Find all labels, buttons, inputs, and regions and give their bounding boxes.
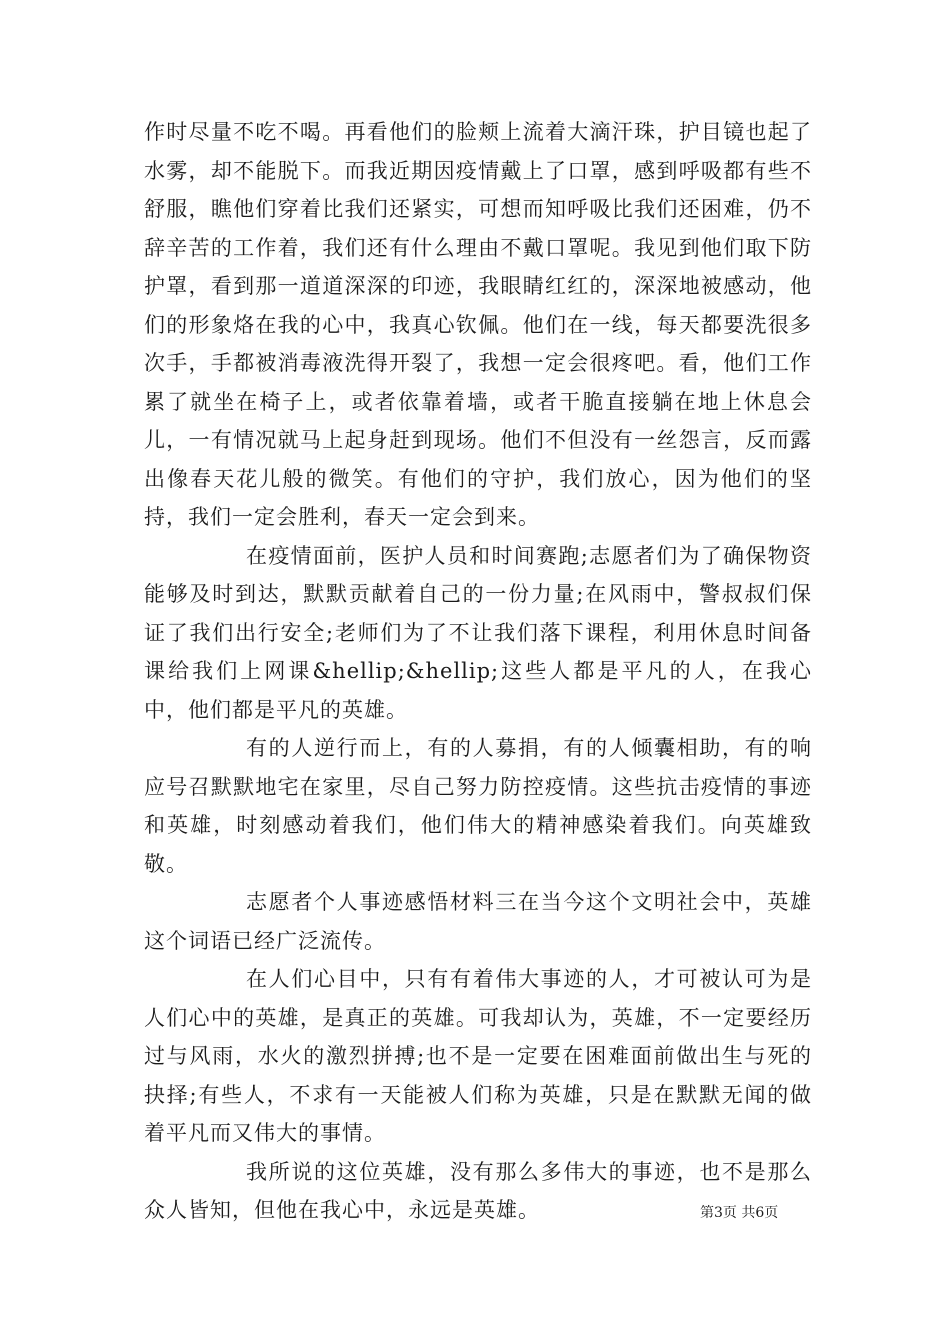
page-number-footer <box>700 1204 830 1222</box>
footer-current-page: 3 <box>714 1205 723 1221</box>
paragraph-4: 志愿者个人事迹感悟材料三在当今这个文明社会中，英雄这个词语已经广泛流传。 <box>144 890 812 953</box>
footer-total-pages: 6 <box>755 1205 765 1221</box>
paragraph-5: 在人们心目中，只有有着伟大事迹的人，才可被认可为是人们心中的英雄，是真正的英雄。可我却认为，英雄，不一定要经历过与风雨，水火的激烈拼搏;也不是一定要在困难面前做出生与死的抉择;有些人，不求有一天能被人们称为英雄，只是在默默无闻的做着平凡而又伟大的事情。 <box>144 967 812 1145</box>
footer-middle: 页 共 <box>722 1205 756 1221</box>
paragraph-6: 我所说的这位英雄，没有那么多伟大的事迹，也不是那么众人皆知，但他在我心中，永远是英雄。 <box>144 1159 812 1222</box>
paragraph-3: 有的人逆行而上，有的人募捐，有的人倾囊相助，有的响应号召默默地宅在家里，尽自己努力防控疫情。这些抗击疫情的事迹和英雄，时刻感动着我们，他们伟大的精神感染着我们。向英雄致敬。 <box>144 736 812 876</box>
paragraph-1: 作时尽量不吃不喝。再看他们的脸颊上流着大滴汗珠，护目镜也起了水雾，却不能脱下。而我近期因疫情戴上了口罩，感到呼吸都有些不舒服，瞧他们穿着比我们还紧实，可想而知呼吸比我们还困难，仍不辞辛苦的工作着，我们还有什么理由不戴口罩呢。我见到他们取下防护罩，看到那一道道深深的印迹，我眼睛红红的，深深地被感动，他们的形象烙在我的心中，我真心钦佩。他们在一线，每天都要洗很多次手，手都被消毒液洗得开裂了，我想一定会很疼吧。看，他们工作累了就坐在椅子上，或者依靠着墙，或者干脆直接躺在地上休息会儿，一有情况就马上起身赶到现场。他们不但没有一丝怨言，反而露出像春天花儿般的微笑。有他们的守护，我们放心，因为他们的坚持，我们一定会胜利，春天一定会到来。 <box>144 120 812 529</box>
paragraph-2: 在疫情面前，医护人员和时间赛跑;志愿者们为了确保物资能够及时到达，默默贡献着自己的一份力量;在风雨中，警叔叔们保证了我们出行安全;老师们为了不让我们落下课程，利用休息时间备课给我们上网课&hellip;&hellip;这些人都是平凡的人，在我心中，他们都是平凡的英雄。 <box>144 543 812 722</box>
footer-prefix: 第 <box>700 1205 714 1221</box>
footer-suffix: 页 <box>764 1205 779 1221</box>
document-body <box>144 113 812 1230</box>
